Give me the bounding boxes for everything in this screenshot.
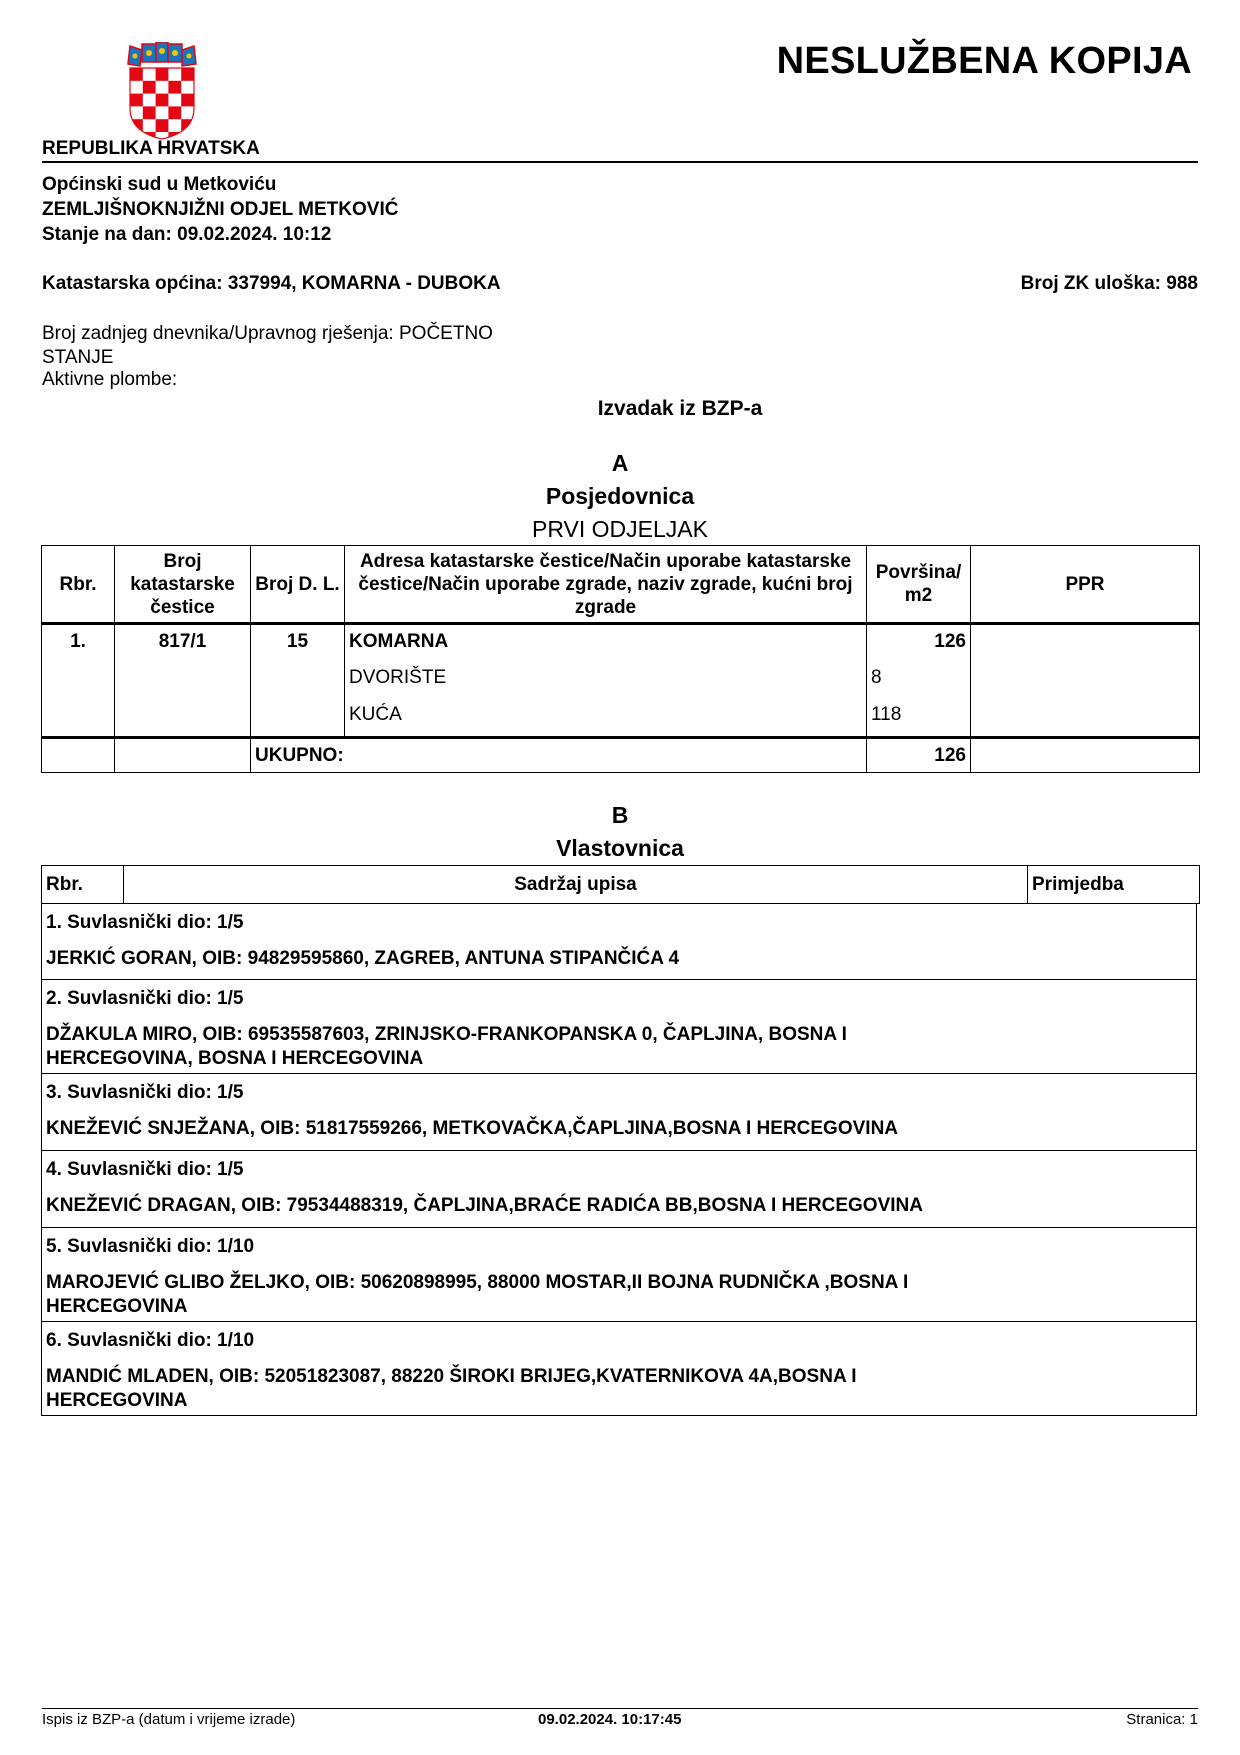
posjedovnica-table	[41, 545, 1200, 773]
owner-details: JERKIĆ GORAN, OIB: 94829595860, ZAGREB, ANTUNA STIPANČIĆA 4	[46, 948, 680, 969]
table-header-row	[42, 546, 1200, 624]
owners-list	[41, 903, 1197, 1416]
section-a-letter: A	[611, 450, 629, 476]
section-a-subtitle: PRVI ODJELJAK	[532, 516, 708, 542]
table-subrow	[42, 661, 1200, 698]
section-b-letter: B	[611, 802, 629, 828]
header-divider	[42, 161, 1198, 163]
extract-title: Izvadak iz BZP-a	[597, 397, 763, 420]
col-note: Primjedba	[1028, 866, 1200, 904]
col-address: Adresa katastarske čestice/Način uporabe katastarske čestice/Način uporabe zgrade, naziv zgrade, kućni broj zgrade	[345, 546, 867, 624]
active-seals: Aktivne plombe:	[42, 369, 178, 390]
row-dl: 15	[251, 624, 345, 661]
table-row	[42, 624, 1200, 661]
owner-share: 2. Suvlasnički dio: 1/5	[46, 988, 244, 1009]
section-a-name: Posjedovnica	[545, 483, 695, 509]
owner-share: 6. Suvlasnički dio: 1/10	[46, 1330, 255, 1351]
col-ppr: PPR	[971, 546, 1200, 624]
row-rbr: 1.	[42, 624, 115, 661]
croatian-coat-of-arms-icon	[126, 42, 198, 140]
owner-share: 4. Suvlasnički dio: 1/5	[46, 1159, 244, 1180]
empty-cell	[115, 698, 251, 738]
list-item	[41, 1322, 1197, 1416]
empty-cell	[42, 698, 115, 738]
empty-cell	[971, 698, 1200, 738]
list-item	[41, 1151, 1197, 1228]
list-item	[41, 904, 1197, 980]
total-value: 126	[867, 738, 971, 773]
use-name: KUĆA	[345, 698, 867, 738]
list-item	[41, 980, 1197, 1074]
owner-share: 1. Suvlasnički dio: 1/5	[46, 912, 244, 933]
owner-details: KNEŽEVIĆ DRAGAN, OIB: 79534488319, ČAPLJINA,BRAĆE RADIĆA BB,BOSNA I HERCEGOVINA	[46, 1195, 923, 1216]
section-b-name: Vlastovnica	[556, 835, 684, 861]
owner-details-cont: HERCEGOVINA, BOSNA I HERCEGOVINA	[46, 1048, 424, 1069]
owner-details: MAROJEVIĆ GLIBO ŽELJKO, OIB: 50620898995, 88000 MOSTAR,II BOJNA RUDNIČKA ,BOSNA I	[46, 1272, 909, 1293]
footer-timestamp: 09.02.2024. 10:17:45	[538, 1711, 682, 1728]
col-area: Površina/ m2	[867, 546, 971, 624]
col-rbr: Rbr.	[42, 546, 115, 624]
cadastral-municipality: Katastarska općina: 337994, KOMARNA - DUBOKA	[42, 273, 501, 294]
use-area: 118	[867, 698, 971, 738]
owner-details-cont: HERCEGOVINA	[46, 1390, 188, 1411]
owner-share: 3. Suvlasnički dio: 1/5	[46, 1082, 244, 1103]
col-dl: Broj D. L.	[251, 546, 345, 624]
row-area: 126	[867, 624, 971, 661]
row-address: KOMARNA	[345, 624, 867, 661]
footer-page-number: Stranica: 1	[1126, 1711, 1198, 1728]
empty-cell	[42, 661, 115, 698]
owner-details-cont: HERCEGOVINA	[46, 1296, 188, 1317]
empty-cell	[115, 661, 251, 698]
checkered-shield-icon	[130, 68, 194, 140]
use-name: DVORIŠTE	[345, 661, 867, 698]
last-diary-line-2: STANJE	[42, 347, 114, 368]
department-name: ZEMLJIŠNOKNJIŽNI ODJEL METKOVIĆ	[42, 199, 399, 220]
owner-details: DŽAKULA MIRO, OIB: 69535587603, ZRINJSKO-FRANKOPANSKA 0, ČAPLJINA, BOSNA I	[46, 1024, 847, 1045]
court-name: Općinski sud u Metkoviću	[42, 174, 277, 195]
empty-cell	[251, 698, 345, 738]
row-ppr	[971, 624, 1200, 661]
zk-number: Broj ZK uloška: 988	[1020, 273, 1198, 294]
total-row	[42, 738, 1200, 773]
empty-cell	[251, 661, 345, 698]
last-diary-line-1: Broj zadnjeg dnevnika/Upravnog rješenja: POČETNO	[42, 323, 493, 344]
crown-icon	[128, 42, 196, 66]
footer-divider	[42, 1708, 1198, 1709]
col-rbr: Rbr.	[42, 866, 124, 904]
empty-cell	[115, 738, 251, 773]
empty-cell	[971, 738, 1200, 773]
col-content: Sadržaj upisa	[124, 866, 1028, 904]
col-parcel: Broj katastarske čestice	[115, 546, 251, 624]
total-label: UKUPNO:	[251, 738, 867, 773]
row-parcel: 817/1	[115, 624, 251, 661]
republic-label: REPUBLIKA HRVATSKA	[42, 138, 260, 159]
footer-left: Ispis iz BZP-a (datum i vrijeme izrade)	[42, 1711, 296, 1728]
list-item	[41, 1074, 1197, 1151]
vlastovnica-header	[41, 865, 1200, 904]
list-item	[41, 1228, 1197, 1322]
page-title: NESLUŽBENA KOPIJA	[776, 40, 1192, 82]
empty-cell	[42, 738, 115, 773]
table-subrow	[42, 698, 1200, 738]
state-date: Stanje na dan: 09.02.2024. 10:12	[42, 224, 332, 245]
owner-details: KNEŽEVIĆ SNJEŽANA, OIB: 51817559266, METKOVAČKA,ČAPLJINA,BOSNA I HERCEGOVINA	[46, 1118, 899, 1139]
owner-details: MANDIĆ MLADEN, OIB: 52051823087, 88220 ŠIROKI BRIJEG,KVATERNIKOVA 4A,BOSNA I	[46, 1366, 857, 1387]
owner-share: 5. Suvlasnički dio: 1/10	[46, 1236, 255, 1257]
use-area: 8	[867, 661, 971, 698]
empty-cell	[971, 661, 1200, 698]
